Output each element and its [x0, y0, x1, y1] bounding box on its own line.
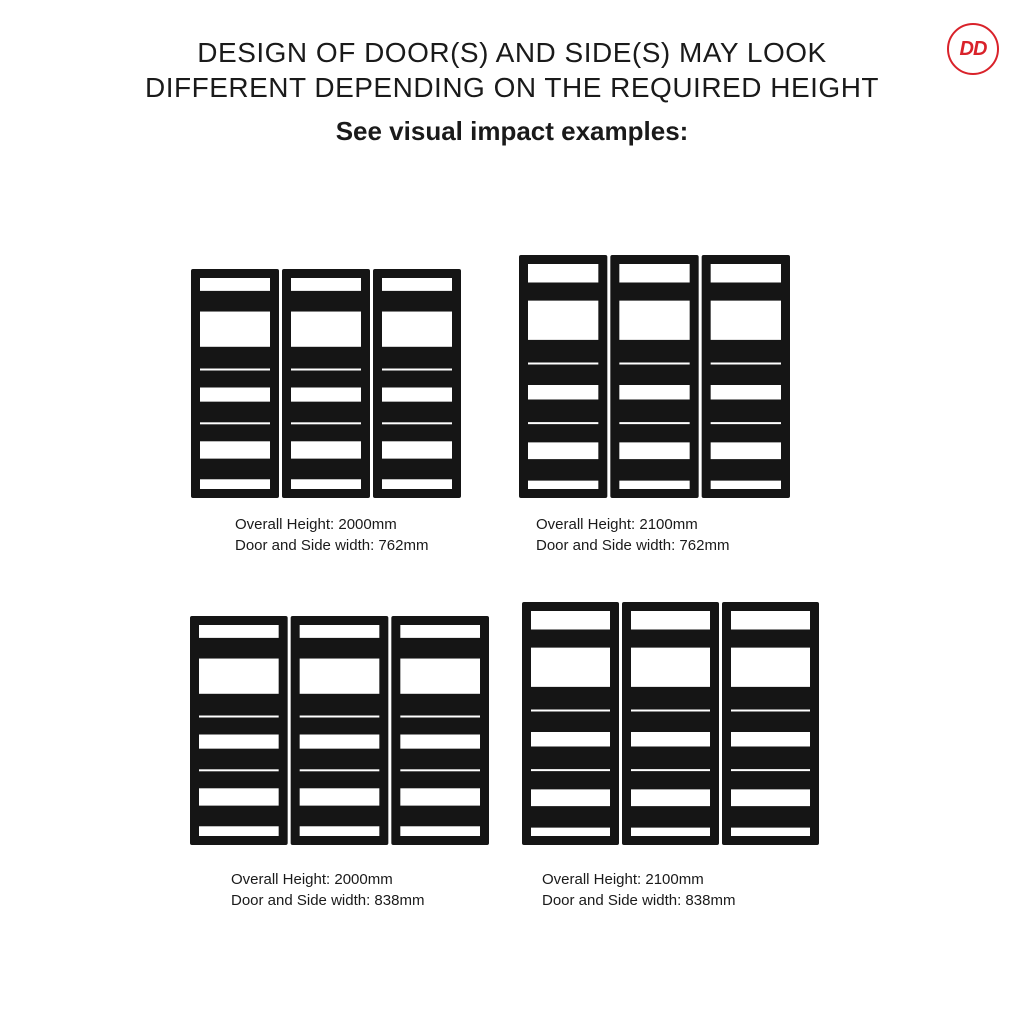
glass-pane — [631, 769, 710, 771]
glass-pane — [619, 442, 689, 459]
glass-pane — [619, 422, 689, 424]
door-set-3-drawing — [190, 616, 489, 845]
glass-pane — [291, 441, 361, 458]
glass-pane — [528, 422, 598, 424]
glass-pane — [200, 312, 270, 347]
glass-pane — [711, 442, 781, 459]
glass-pane — [619, 264, 689, 283]
door-set-1-drawing — [191, 269, 461, 498]
glass-pane — [199, 769, 279, 771]
glass-pane — [619, 481, 689, 489]
glass-pane — [382, 479, 452, 489]
glass-pane — [531, 769, 610, 771]
glass-pane — [731, 611, 810, 630]
door-panel — [610, 255, 698, 498]
glass-pane — [531, 710, 610, 712]
glass-pane — [291, 479, 361, 489]
glass-pane — [291, 312, 361, 347]
glass-pane — [300, 716, 380, 718]
glass-pane — [731, 710, 810, 712]
caption-1 — [235, 514, 428, 556]
dd-logo — [947, 23, 999, 75]
glass-pane — [382, 369, 452, 371]
glass-pane — [199, 716, 279, 718]
glass-pane — [400, 625, 480, 638]
glass-pane — [382, 312, 452, 347]
door-panel — [519, 255, 607, 498]
glass-pane — [711, 264, 781, 283]
caption-1-width: Door and Side width: 762mm — [235, 537, 429, 554]
caption-4-width: Door and Side width: 838mm — [542, 892, 736, 909]
door-panel — [282, 269, 370, 498]
glass-pane — [731, 828, 810, 836]
glass-pane — [291, 369, 361, 371]
glass-pane — [200, 441, 270, 458]
glass-pane — [300, 735, 380, 749]
glass-pane — [731, 789, 810, 806]
glass-pane — [531, 789, 610, 806]
caption-2 — [536, 514, 729, 556]
glass-pane — [300, 625, 380, 638]
glass-pane — [528, 363, 598, 365]
door-panel — [373, 269, 461, 498]
glass-pane — [528, 481, 598, 489]
caption-2-height: Overall Height: 2100mm — [536, 516, 698, 533]
glass-pane — [200, 422, 270, 424]
glass-pane — [631, 648, 710, 687]
door-set-1 — [191, 269, 461, 498]
glass-pane — [200, 278, 270, 291]
glass-pane — [400, 788, 480, 805]
door-panel — [522, 602, 619, 845]
glass-pane — [711, 385, 781, 400]
door-panel — [191, 269, 279, 498]
glass-pane — [291, 388, 361, 402]
glass-pane — [731, 732, 810, 747]
subheading: See visual impact examples: — [335, 116, 689, 146]
glass-pane — [300, 659, 380, 694]
glass-pane — [711, 422, 781, 424]
glass-pane — [382, 422, 452, 424]
glass-pane — [731, 769, 810, 771]
glass-pane — [711, 301, 781, 340]
heading-line-2: DIFFERENT DEPENDING ON THE REQUIRED HEIGHT — [144, 72, 880, 103]
glass-pane — [531, 828, 610, 836]
door-set-4-drawing — [522, 602, 819, 845]
glass-pane — [300, 826, 380, 836]
glass-pane — [731, 648, 810, 687]
door-set-4 — [522, 602, 819, 845]
glass-pane — [199, 788, 279, 805]
door-panel — [291, 616, 389, 845]
glass-pane — [531, 648, 610, 687]
glass-pane — [400, 659, 480, 694]
glass-pane — [631, 789, 710, 806]
glass-pane — [382, 441, 452, 458]
glass-pane — [619, 363, 689, 365]
caption-3-height: Overall Height: 2000mm — [231, 871, 393, 888]
glass-pane — [400, 769, 480, 771]
glass-pane — [300, 769, 380, 771]
glass-pane — [619, 385, 689, 400]
caption-1-height: Overall Height: 2000mm — [235, 516, 397, 533]
heading-line-1: DESIGN OF DOOR(S) AND SIDE(S) MAY LOOK — [197, 37, 827, 68]
caption-4-height: Overall Height: 2100mm — [542, 871, 704, 888]
caption-3 — [231, 869, 424, 911]
caption-4 — [542, 869, 735, 911]
glass-pane — [631, 611, 710, 630]
glass-pane — [400, 716, 480, 718]
glass-pane — [300, 788, 380, 805]
glass-pane — [528, 385, 598, 400]
glass-pane — [382, 388, 452, 402]
caption-3-width: Door and Side width: 838mm — [231, 892, 425, 909]
glass-pane — [711, 481, 781, 489]
glass-pane — [200, 369, 270, 371]
glass-pane — [199, 826, 279, 836]
glass-pane — [631, 710, 710, 712]
glass-pane — [711, 363, 781, 365]
door-panel — [702, 255, 790, 498]
caption-2-width: Door and Side width: 762mm — [536, 537, 730, 554]
glass-pane — [199, 735, 279, 749]
door-panel — [622, 602, 719, 845]
door-panel — [722, 602, 819, 845]
door-set-2-drawing — [519, 255, 790, 498]
glass-pane — [291, 278, 361, 291]
door-set-3 — [190, 616, 489, 845]
door-panel — [190, 616, 288, 845]
glass-pane — [199, 659, 279, 694]
glass-pane — [382, 278, 452, 291]
glass-pane — [619, 301, 689, 340]
door-panel — [391, 616, 489, 845]
glass-pane — [528, 442, 598, 459]
glass-pane — [528, 301, 598, 340]
glass-pane — [200, 388, 270, 402]
glass-pane — [199, 625, 279, 638]
glass-pane — [531, 611, 610, 630]
glass-pane — [531, 732, 610, 747]
glass-pane — [400, 826, 480, 836]
logo-text: DD — [959, 37, 987, 60]
glass-pane — [631, 732, 710, 747]
glass-pane — [528, 264, 598, 283]
glass-pane — [400, 735, 480, 749]
door-set-2 — [519, 255, 790, 498]
glass-pane — [200, 479, 270, 489]
glass-pane — [631, 828, 710, 836]
glass-pane — [291, 422, 361, 424]
